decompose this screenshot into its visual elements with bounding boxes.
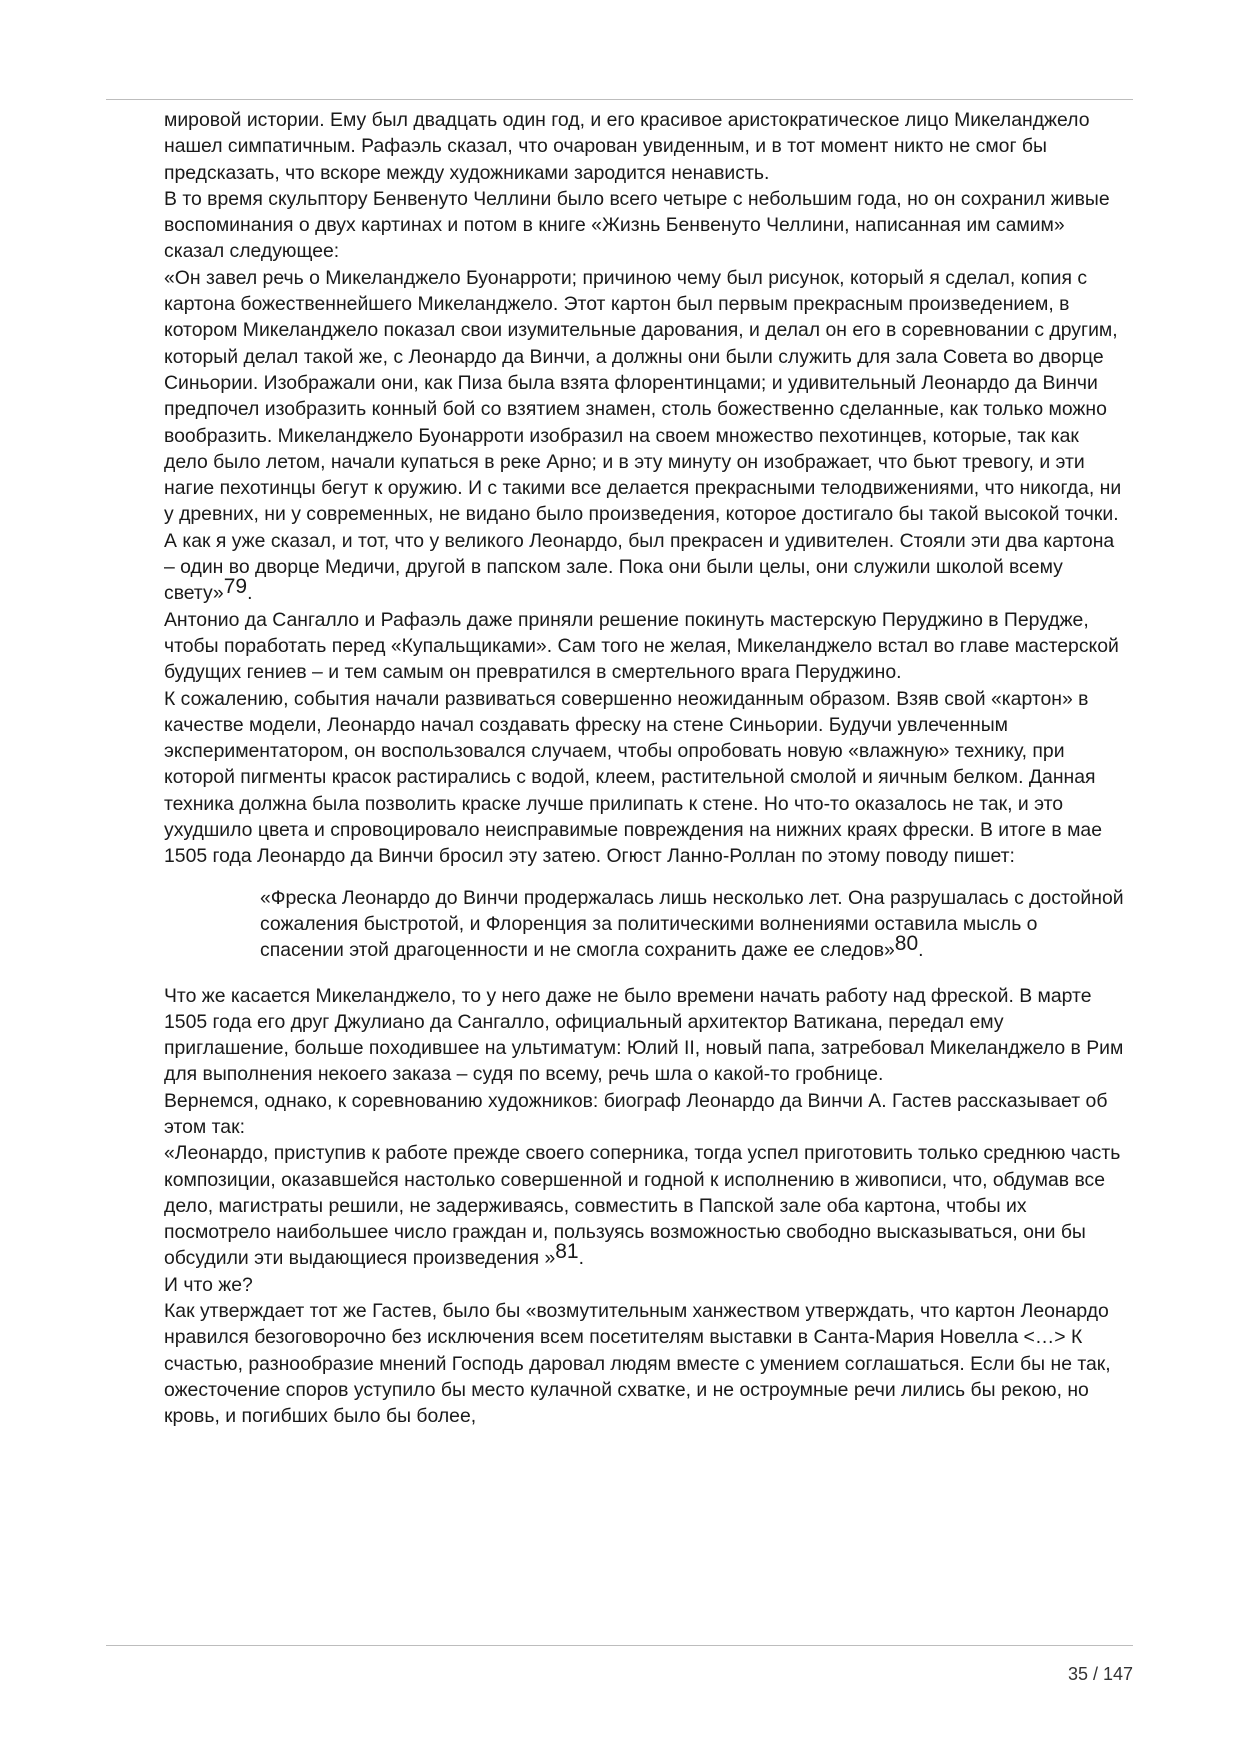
paragraph: И что же? (164, 1273, 253, 1296)
quote-text: «Леонардо, приступив к работе прежде своего соперника, тогда успел приготовить только среднюю часть композиции, оказавшейся настолько совершенной и годной к исполнению в живописи, что, обдумав все дело, магистраты решили, не задерживаясь, совместить в Папской зале оба картона, чтобы их посмотрело наибольшее число граждан и, пользуясь возможностью свободно высказываться, они бы обсудили эти выдающиеся произведения » (164, 1142, 1121, 1270)
quote-text: «Фреска Леонардо до Винчи продержалась лишь несколько лет. Она разрушалась с достойной сожаления быстротой, и Флоренция за политическими волнениями оставила мысль о спасении этой драгоценности и не смогла сохранить даже ее следов» (260, 886, 1124, 962)
quote-paragraph: «Леонардо, приступив к работе прежде своего соперника, тогда успел приготовить только среднюю часть композиции, оказавшейся настолько совершенной и годной к исполнению в живописи, что, обдумав все дело, магистраты решили, не задерживаясь, совместить в Папской зале оба картона, чтобы их посмотрело наибольшее число граждан и, пользуясь возможностью свободно высказываться, они бы обсудили эти выдающиеся произведения »$^{81}$. (164, 1142, 1121, 1270)
paragraph: В то время скульптору Бенвенуто Челлини было всего четыре с небольшим года, но он сохранил живые воспоминания о двух картинах и потом в книге «Жизнь Бенвенуто Челлини, написанная им самим» сказал следующее: (164, 187, 1110, 263)
quote-text: «Он завел речь о Микеланджело Буонарроти; причиною чему был рисунок, который я сделал, копия с картона божественнейшего Микеланджело. Этот картон был первым прекрасным произведением, в котором Микеланджело показал свои изумительные дарования, и делал он его в соревновании с другим, который делал такой же, с Леонардо да Винчи, а должны они были служить для зала Совета во дворце Синьории. Изображали они, как Пиза была взята флорентинцами; и удивительный Леонардо да Винчи предпочел изобразить конный бой со взятием знамен, столь божественно сделанные, как только можно вообразить. Микеланджело Буонарроти изобразил на своем множество пехотинцев, которые, так как дело было летом, начали купаться в реке Арно; и в эту минуту он изображает, что бьют тревогу, и эти нагие пехотинцы бегут к оружию. И с такими все делается прекрасными телодвижениями, что никогда, ни у древних, ни у современных, не видано было произведения, которое достигало бы такой высокой точки. А как я уже сказал, и тот, что у великого Леонардо, был прекрасен и удивителен. Стояли эти два картона – один во дворце Медичи, другой в папском зале. Пока они были целы, они служили школой всему свету» (164, 266, 1122, 605)
paragraph: мировой истории. Ему был двадцать один год, и его красивое аристократическое лицо Микеланджело нашел симпатичным. Рафаэль сказал, что очарован увиденным, и в тот момент никто не смог бы предсказать, что вскоре между художниками зародится ненависть. (164, 109, 1090, 184)
paragraph: Что же касается Микеланджело, то у него даже не было времени начать работу над фреской. В марте 1505 года его друг Джулиано да Сангалло, официальный архитектор Ватикана, передал ему приглашение, больше походившее на ультиматум: Юлий II, новый папа, затребовал Микеланджело в Рим для выполнения некоего заказа – судя по всему, речь шла о какой-то гробнице. (164, 984, 1124, 1086)
footnote-ref-81[interactable]: 81 (555, 1240, 579, 1264)
block-quote: «Фреска Леонардо до Винчи продержалась лишь несколько лет. Она разрушалась с достойной сожаления быстротой, и Флоренция за политическими волнениями оставила мысль о спасении этой драгоценности и не смогла сохранить даже ее следов»$^{80}$. (260, 886, 1124, 962)
page-number: 35 / 147 (1067, 1664, 1133, 1684)
paragraph: Антонио да Сангалло и Рафаэль даже приняли решение покинуть мастерскую Перуджино в Перудже, чтобы поработать перед «Купальщиками». Сам того не желая, Микеланджело встал во главе мастерской будущих гениев – и тем самым он превратился в смертельного врага Перуджино. (164, 608, 1119, 684)
footnote-ref-80[interactable]: 80 (894, 932, 919, 956)
paragraph: К сожалению, события начали развиваться совершенно неожиданным образом. Взяв свой «картон» в качестве модели, Леонардо начал создавать фреску на стене Синьории. Будучи увлеченным экспериментатором, он воспользовался случаем, чтобы опробовать новую «влажную» технику, при которой пигменты красок растирались с водой, клеем, растительной смолой и яичным белком. Данная техника должна была позволить краске лучше прилипать к стене. Но что-то оказалось не так, и это ухудшило цвета и спровоцировало неисправимые повреждения на нижних краях фрески. В итоге в мае 1505 года Леонардо да Винчи бросил эту затею. Огюст Ланно-Роллан по этому поводу пишет: (164, 687, 1102, 868)
page-body (164, 107, 1124, 1430)
footnote-ref-79[interactable]: 79 (223, 575, 248, 599)
quote-paragraph: «Он завел речь о Микеланджело Буонарроти; причиною чему был рисунок, который я сделал, копия с картона божественнейшего Микеланджело. Этот картон был первым прекрасным произведением, в котором Микеланджело показал свои изумительные дарования, и делал он его в соревновании с другим, который делал такой же, с Леонардо да Винчи, а должны они были служить для зала Совета во дворце Синьории. Изображали они, как Пиза была взята флорентинцами; и удивительный Леонардо да Винчи предпочел изобразить конный бой со взятием знамен, столь божественно сделанные, как только можно вообразить. Микеланджело Буонарроти изобразил на своем множество пехотинцев, которые, так как дело было летом, начали купаться в реке Арно; и в эту минуту он изображает, что бьют тревогу, и эти нагие пехотинцы бегут к оружию. И с такими все делается прекрасными телодвижениями, что никогда, ни у древних, ни у современных, не видано было произведения, которое достигало бы такой высокой точки. А как я уже сказал, и тот, что у великого Леонардо, был прекрасен и удивителен. Стояли эти два картона – один во дворце Медичи, другой в папском зале. Пока они были целы, они служили школой всему свету»$^{79}$. (164, 266, 1122, 605)
paragraph: Как утверждает тот же Гастев, было бы «возмутительным ханжеством утверждать, что картон Леонардо нравился безоговорочно без исключения всем посетителям выставки в Санта-Мария Новелла <…> К счастью, разнообразие мнений Господь даровал людям вместе с умением соглашаться. Если бы не так, ожесточение споров уступило бы место кулачной схватке, и не остроумные речи лились бы рекою, но кровь, и погибших было бы более, (164, 1300, 1111, 1428)
paragraph: Вернемся, однако, к соревнованию художников: биограф Леонардо да Винчи А. Гастев рассказывает об этом так: (164, 1089, 1108, 1138)
footer-rule (106, 1645, 1133, 1646)
header-rule (106, 99, 1133, 100)
